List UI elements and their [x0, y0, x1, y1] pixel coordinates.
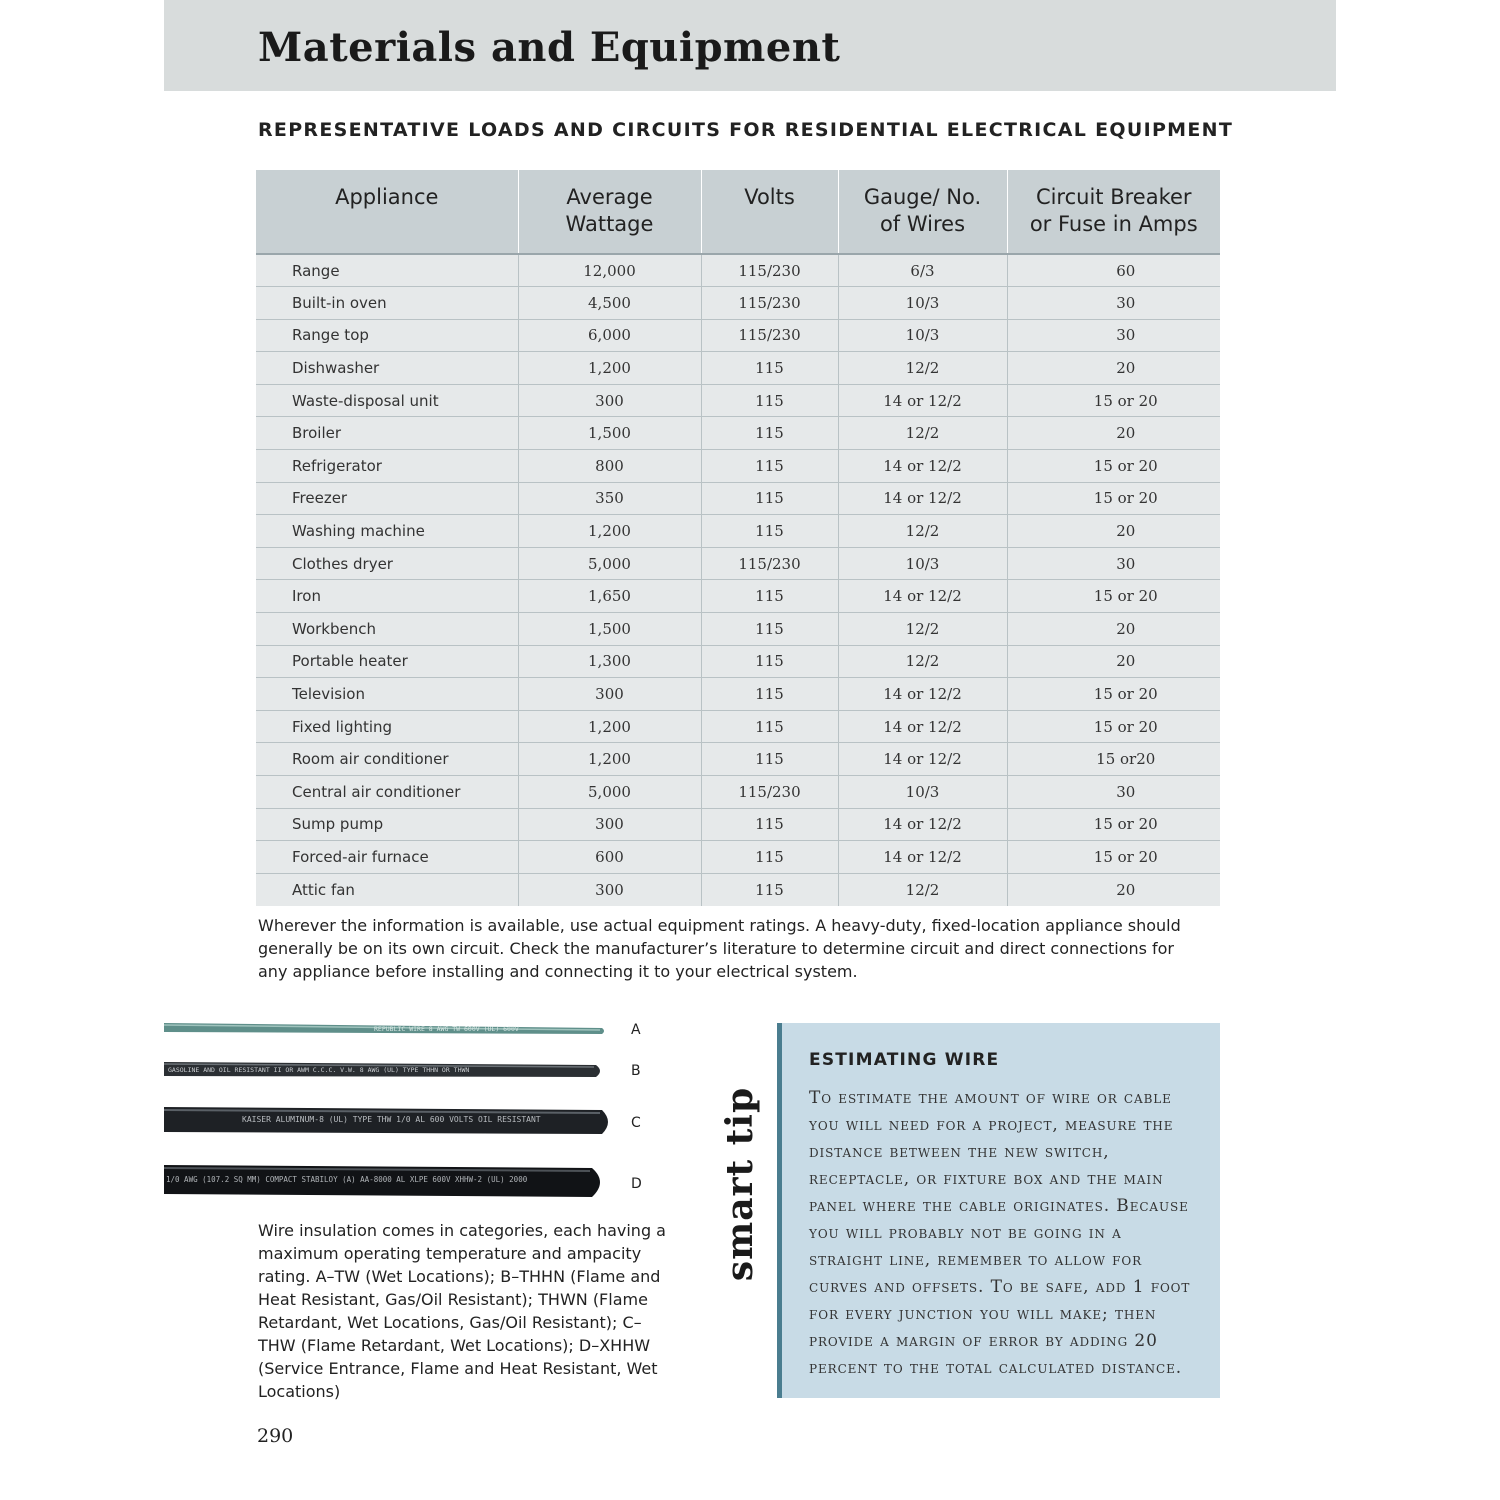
cell-volts: 115 [701, 352, 838, 385]
wire-label-c: C [631, 1115, 641, 1131]
cell-volts: 115 [701, 808, 838, 841]
table-row [256, 873, 1220, 906]
column-header-volts: Volts [701, 170, 838, 254]
cell-volts: 115/230 [701, 254, 838, 287]
cell-appliance: Built-in oven [256, 287, 518, 320]
cell-gauge: 14 or 12/2 [838, 678, 1007, 711]
column-header-breaker [1007, 170, 1220, 254]
cell-breaker: 20 [1007, 515, 1220, 548]
cell-gauge: 14 or 12/2 [838, 841, 1007, 874]
table-caption: REPRESENTATIVE LOADS AND CIRCUITS FOR RESIDENTIAL ELECTRICAL EQUIPMENT [258, 119, 1234, 141]
cell-appliance: Sump pump [256, 808, 518, 841]
cell-breaker: 30 [1007, 319, 1220, 352]
cell-wattage: 1,300 [518, 645, 701, 678]
wire-caption: Wire insulation comes in categories, each having a maximum operating temperature and ampacity rating. A–TW (Wet Locations); B–THHN (Flame and Heat Resistant, Gas/Oil Resistant); THWN (Flame Retardant, Wet Locations, Gas/Oil Resistant); C–THW (Flame Retardant, Wet Locations); D–XHHW (Service Entrance, Flame and Heat Resistant, Wet Locations) [258, 1221, 666, 1401]
cell-volts: 115/230 [701, 547, 838, 580]
page-number: 290 [257, 1425, 294, 1447]
cell-gauge: 14 or 12/2 [838, 450, 1007, 483]
wire-samples-photo [164, 1010, 664, 1210]
wire-label-a: A [631, 1022, 641, 1038]
smart-tip-box [777, 1023, 1220, 1398]
header-band [164, 0, 1336, 91]
cell-gauge: 12/2 [838, 873, 1007, 906]
cell-volts: 115 [701, 482, 838, 515]
cell-breaker: 15 or 20 [1007, 808, 1220, 841]
cell-gauge: 12/2 [838, 645, 1007, 678]
cell-appliance: Waste-disposal unit [256, 384, 518, 417]
cell-gauge: 14 or 12/2 [838, 743, 1007, 776]
cell-gauge: 6/3 [838, 254, 1007, 287]
cell-breaker: 15 or 20 [1007, 482, 1220, 515]
cell-appliance: Washing machine [256, 515, 518, 548]
cell-wattage: 1,200 [518, 710, 701, 743]
cell-breaker: 15 or 20 [1007, 678, 1220, 711]
cell-gauge: 12/2 [838, 417, 1007, 450]
table-row [256, 482, 1220, 515]
table-row [256, 417, 1220, 450]
cell-wattage: 12,000 [518, 254, 701, 287]
cell-breaker: 15 or 20 [1007, 580, 1220, 613]
table-row [256, 287, 1220, 320]
wire-c-print: KAISER ALUMINUM-8 (UL) TYPE THW 1/0 AL 600 VOLTS OIL RESISTANT [242, 1115, 541, 1124]
wire-b-print: GASOLINE AND OIL RESISTANT II OR AWM C.C.C. V.W. 8 AWG (UL) TYPE THHN OR THWN [168, 1066, 470, 1074]
cell-wattage: 6,000 [518, 319, 701, 352]
cell-wattage: 600 [518, 841, 701, 874]
cell-breaker: 15 or 20 [1007, 710, 1220, 743]
wire-a-print: REPUBLIC WIRE 8 AWG TW 600V (UL) 600V [374, 1025, 519, 1033]
cell-volts: 115 [701, 873, 838, 906]
column-header-breaker-text: Circuit Breaker or Fuse in Amps [1029, 185, 1198, 236]
cell-volts: 115 [701, 515, 838, 548]
cell-volts: 115 [701, 580, 838, 613]
cell-gauge: 10/3 [838, 287, 1007, 320]
cell-gauge: 12/2 [838, 613, 1007, 646]
cell-breaker: 15 or20 [1007, 743, 1220, 776]
column-header-gauge-text: Gauge/ No. of Wires [863, 185, 982, 236]
cell-appliance: Workbench [256, 613, 518, 646]
loads-table [256, 170, 1220, 906]
cell-wattage: 4,500 [518, 287, 701, 320]
table-body [256, 254, 1220, 906]
cell-appliance: Attic fan [256, 873, 518, 906]
cell-breaker: 15 or 20 [1007, 384, 1220, 417]
wire-label-d: D [631, 1176, 642, 1192]
table-row [256, 645, 1220, 678]
table-row [256, 776, 1220, 809]
cell-breaker: 20 [1007, 417, 1220, 450]
cell-volts: 115 [701, 417, 838, 450]
table-row [256, 319, 1220, 352]
loads-table-container [256, 170, 1220, 906]
table-row [256, 515, 1220, 548]
cell-appliance: Clothes dryer [256, 547, 518, 580]
cell-wattage: 1,200 [518, 352, 701, 385]
cell-wattage: 300 [518, 808, 701, 841]
cell-appliance: Television [256, 678, 518, 711]
cell-volts: 115 [701, 841, 838, 874]
cell-volts: 115 [701, 678, 838, 711]
table-row [256, 710, 1220, 743]
cell-wattage: 300 [518, 678, 701, 711]
cell-breaker: 15 or 20 [1007, 841, 1220, 874]
table-row [256, 580, 1220, 613]
cell-gauge: 14 or 12/2 [838, 580, 1007, 613]
cell-appliance: Broiler [256, 417, 518, 450]
smart-tip-label-text: smart tip [719, 1086, 761, 1282]
wire-b [164, 1062, 600, 1077]
smart-tip-label [718, 1076, 762, 1292]
cell-breaker: 30 [1007, 547, 1220, 580]
cell-breaker: 30 [1007, 287, 1220, 320]
cell-appliance: Freezer [256, 482, 518, 515]
column-header-wattage [518, 170, 701, 254]
table-row [256, 352, 1220, 385]
cell-volts: 115 [701, 710, 838, 743]
cell-appliance: Fixed lighting [256, 710, 518, 743]
cell-volts: 115 [701, 384, 838, 417]
cell-volts: 115 [701, 613, 838, 646]
table-row [256, 613, 1220, 646]
cell-wattage: 1,500 [518, 417, 701, 450]
cell-volts: 115/230 [701, 287, 838, 320]
table-row [256, 384, 1220, 417]
cell-gauge: 10/3 [838, 547, 1007, 580]
smart-tip-body: To estimate the amount of wire or cable you will need for a project, measure the distance between the new switch, receptacle, or fixture box and the main panel where the cable originates. Because you will probably not be going in a straight line, remember to allow for curves and offsets. To be safe, add 1 foot for every junction you will make; then provide a margin of error by adding 20 percent to the total calculated distance. [809, 1088, 1191, 1378]
table-row [256, 678, 1220, 711]
cell-volts: 115 [701, 450, 838, 483]
cell-appliance: Range [256, 254, 518, 287]
cell-breaker: 15 or 20 [1007, 450, 1220, 483]
table-header-row [256, 170, 1220, 254]
cell-breaker: 20 [1007, 352, 1220, 385]
table-note: Wherever the information is available, use actual equipment ratings. A heavy-duty, fixed-location appliance should generally be on its own circuit. Check the manufacturer’s literature to determine circuit and direct connections for any appliance before installing and connecting it to your electrical system. [258, 916, 1181, 981]
cell-wattage: 5,000 [518, 776, 701, 809]
cell-appliance: Portable heater [256, 645, 518, 678]
cell-gauge: 12/2 [838, 515, 1007, 548]
cell-wattage: 1,200 [518, 515, 701, 548]
page-title: Materials and Equipment [258, 24, 841, 71]
cell-gauge: 14 or 12/2 [838, 482, 1007, 515]
cell-gauge: 14 or 12/2 [838, 384, 1007, 417]
smart-tip-title: ESTIMATING WIRE [809, 1050, 1000, 1070]
cell-wattage: 800 [518, 450, 701, 483]
cell-breaker: 20 [1007, 613, 1220, 646]
cell-wattage: 5,000 [518, 547, 701, 580]
column-header-appliance: Appliance [256, 170, 518, 254]
cell-gauge: 10/3 [838, 776, 1007, 809]
cell-wattage: 350 [518, 482, 701, 515]
cell-appliance: Range top [256, 319, 518, 352]
cell-volts: 115/230 [701, 319, 838, 352]
cell-appliance: Refrigerator [256, 450, 518, 483]
cell-appliance: Room air conditioner [256, 743, 518, 776]
wire-a [164, 1023, 604, 1034]
cell-appliance: Forced-air furnace [256, 841, 518, 874]
cell-breaker: 30 [1007, 776, 1220, 809]
cell-appliance: Iron [256, 580, 518, 613]
cell-gauge: 10/3 [838, 319, 1007, 352]
wire-d [164, 1165, 600, 1197]
cell-breaker: 20 [1007, 645, 1220, 678]
cell-breaker: 60 [1007, 254, 1220, 287]
table-row [256, 743, 1220, 776]
cell-wattage: 1,500 [518, 613, 701, 646]
cell-appliance: Central air conditioner [256, 776, 518, 809]
wire-samples-illustration [164, 1010, 664, 1210]
table-row [256, 547, 1220, 580]
wire-label-b: B [631, 1063, 641, 1079]
wire-c [164, 1107, 608, 1134]
cell-wattage: 300 [518, 384, 701, 417]
cell-volts: 115 [701, 645, 838, 678]
table-row [256, 254, 1220, 287]
cell-gauge: 14 or 12/2 [838, 808, 1007, 841]
cell-wattage: 1,650 [518, 580, 701, 613]
cell-wattage: 300 [518, 873, 701, 906]
column-header-wattage-text: Average Wattage [565, 185, 654, 236]
cell-breaker: 20 [1007, 873, 1220, 906]
table-row [256, 450, 1220, 483]
cell-volts: 115 [701, 743, 838, 776]
wire-d-print: 1/0 AWG (107.2 SQ MM) COMPACT STABILOY (A) AA-8000 AL XLPE 600V XHHW-2 (UL) 2000 [166, 1175, 528, 1184]
cell-wattage: 1,200 [518, 743, 701, 776]
cell-volts: 115/230 [701, 776, 838, 809]
cell-gauge: 14 or 12/2 [838, 710, 1007, 743]
table-row [256, 841, 1220, 874]
column-header-gauge [838, 170, 1007, 254]
cell-gauge: 12/2 [838, 352, 1007, 385]
cell-appliance: Dishwasher [256, 352, 518, 385]
table-row [256, 808, 1220, 841]
